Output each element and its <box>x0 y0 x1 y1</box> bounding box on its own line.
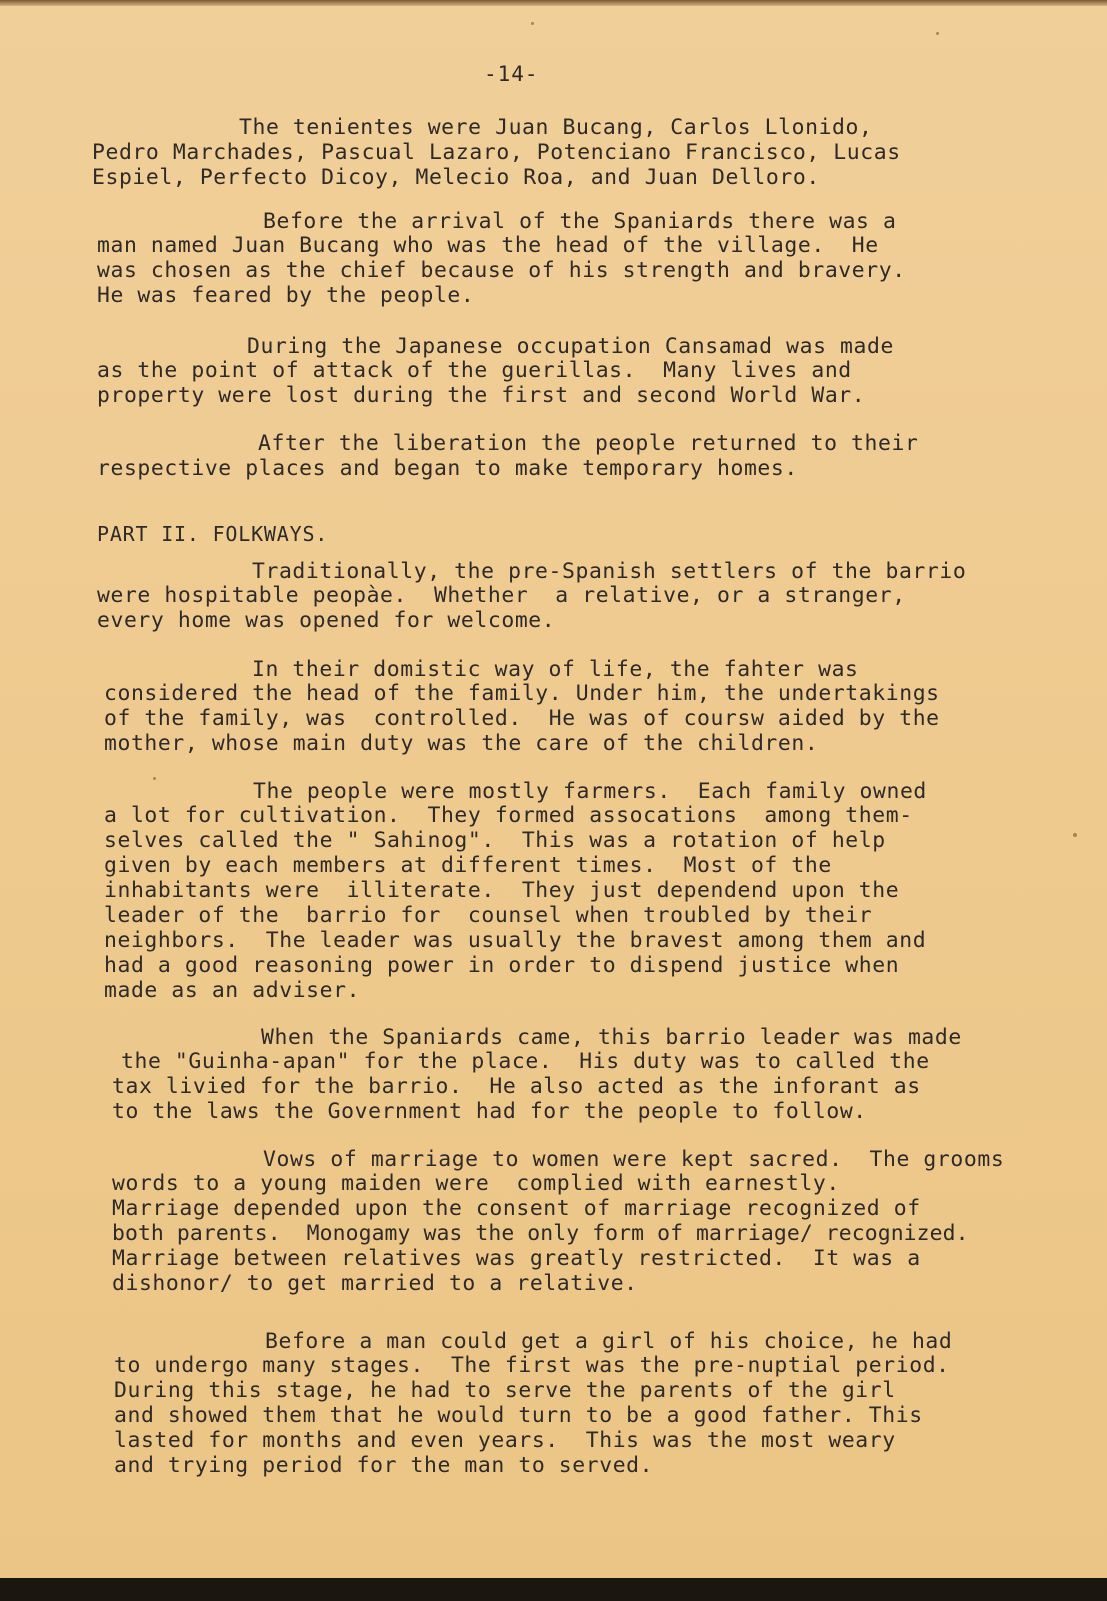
text-line: He was feared by the people. <box>97 283 475 308</box>
text-line: Pedro Marchades, Pascual Lazaro, Potenciano Francisco, Lucas <box>92 140 901 165</box>
text-line: inhabitants were illiterate. They just dependend upon the <box>104 878 900 903</box>
page-number: -14- <box>484 62 539 86</box>
text-line: made as an adviser. <box>104 978 361 1003</box>
text-line: When the Spaniards came, this barrio leader was made <box>261 1025 962 1050</box>
text-line: The people were mostly farmers. Each family owned <box>253 779 927 804</box>
text-line: mother, whose main duty was the care of the children. <box>104 731 819 756</box>
text-line: and showed them that he would turn to be a good father. This <box>114 1403 923 1428</box>
text-line: respective places and began to make temporary homes. <box>97 456 798 481</box>
text-line: both parents. Monogamy was the only form of marriage/ recognized. <box>112 1221 969 1246</box>
section-heading: PART II. FOLKWAYS. <box>97 522 329 546</box>
text-line: lasted for months and even years. This was the most weary <box>114 1428 896 1453</box>
text-line: words to a young maiden were complied with earnestly. <box>112 1171 840 1196</box>
ink-speck <box>153 777 156 780</box>
text-line: Before a man could get a girl of his choice, he had <box>265 1329 953 1354</box>
text-line: to undergo many stages. The first was the pre-nuptial period. <box>114 1353 950 1378</box>
text-line: were hospitable peopàe. Whether a relative, or a stranger, <box>97 583 906 608</box>
text-line: a lot for cultivation. They formed assocations among them- <box>104 803 913 828</box>
ink-speck <box>531 22 534 25</box>
text-line: neighbors. The leader was usually the bravest among them and <box>104 928 927 953</box>
text-line: as the point of attack of the guerillas. Many lives and <box>97 358 852 383</box>
text-line: Traditionally, the pre-Spanish settlers of the barrio <box>252 559 967 584</box>
text-line: property were lost during the first and second World War. <box>97 383 866 408</box>
text-line: selves called the " Sahinog". This was a rotation of help <box>104 828 886 853</box>
text-line: considered the head of the family. Under him, the undertakings <box>104 681 940 706</box>
text-line: every home was opened for welcome. <box>97 608 556 633</box>
text-line: to the laws the Government had for the people to follow. <box>112 1099 867 1124</box>
text-line: tax livied for the barrio. He also acted as the inforant as <box>112 1074 921 1099</box>
text-line: the "Guinha-apan" for the place. His duty was to called the <box>121 1049 930 1074</box>
text-line: Marriage between relatives was greatly restricted. It was a <box>112 1246 921 1271</box>
ink-speck <box>1073 833 1077 837</box>
text-line: of the family, was controlled. He was of coursw aided by the <box>104 706 940 731</box>
text-line: man named Juan Bucang who was the head of the village. He <box>97 233 879 258</box>
text-line: and trying period for the man to served. <box>114 1453 654 1478</box>
scan-bottom-border <box>0 1578 1107 1601</box>
page-top-edge <box>0 0 1107 6</box>
text-line: was chosen as the chief because of his strength and bravery. <box>97 258 906 283</box>
text-line: During the Japanese occupation Cansamad was made <box>247 334 894 359</box>
text-line: Espiel, Perfecto Dicoy, Melecio Roa, and Juan Delloro. <box>92 165 820 190</box>
text-line: leader of the barrio for counsel when troubled by their <box>104 903 873 928</box>
text-line: given by each members at different times. Most of the <box>104 853 832 878</box>
ink-speck <box>936 32 939 35</box>
text-line: Marriage depended upon the consent of marriage recognized of <box>112 1196 921 1221</box>
text-line: The tenientes were Juan Bucang, Carlos Llonido, <box>239 115 873 140</box>
text-line: After the liberation the people returned to their <box>258 431 919 456</box>
text-line: dishonor/ to get married to a relative. <box>112 1271 638 1296</box>
text-line: In their domistic way of life, the fahter was <box>252 657 859 682</box>
text-line: Before the arrival of the Spaniards there was a <box>263 209 897 234</box>
text-line: During this stage, he had to serve the parents of the girl <box>114 1378 896 1403</box>
text-line: had a good reasoning power in order to dispend justice when <box>104 953 900 978</box>
text-line: Vows of marriage to women were kept sacred. The grooms <box>263 1147 1005 1172</box>
